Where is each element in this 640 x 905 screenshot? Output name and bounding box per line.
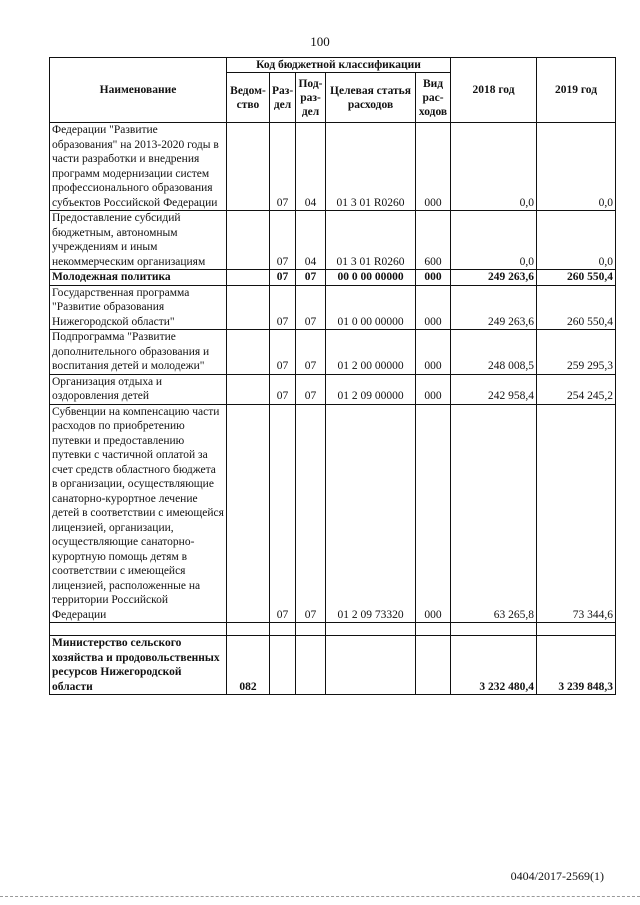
row-razdel: 07 — [270, 404, 296, 623]
row-podrazdel: 07 — [296, 270, 326, 286]
row-vedomstvo — [227, 270, 270, 286]
table-row — [50, 636, 616, 695]
row-name: Предоставление субсидий бюджетным, автономным учреждениям и иным некоммерческим организациям — [50, 211, 227, 270]
spacer-cell — [537, 623, 616, 636]
row-vedomstvo — [227, 123, 270, 211]
row-vid-rashodov: 000 — [416, 123, 451, 211]
row-vid-rashodov: 000 — [416, 374, 451, 404]
row-celevaya-statya: 01 2 09 00000 — [326, 374, 416, 404]
row-celevaya-statya: 00 0 00 00000 — [326, 270, 416, 286]
row-razdel: 07 — [270, 285, 296, 330]
row-amount-2019: 0,0 — [537, 123, 616, 211]
header-vedomstvo: Ведом-ство — [227, 73, 270, 123]
row-celevaya-statya: 01 3 01 R0260 — [326, 211, 416, 270]
table-row — [50, 270, 616, 286]
row-amount-2019: 260 550,4 — [537, 270, 616, 286]
row-amount-2019: 3 239 848,3 — [537, 636, 616, 695]
spacer-cell — [416, 623, 451, 636]
spacer-row — [50, 623, 616, 636]
header-2018: 2018 год — [451, 58, 537, 123]
row-podrazdel: 07 — [296, 374, 326, 404]
row-podrazdel: 07 — [296, 285, 326, 330]
row-name: Государственная программа "Развитие образования Нижегородской области" — [50, 285, 227, 330]
row-name: Министерство сельского хозяйства и продовольственных ресурсов Нижегородской области — [50, 636, 227, 695]
row-razdel: 07 — [270, 330, 296, 375]
row-amount-2018: 242 958,4 — [451, 374, 537, 404]
row-podrazdel — [296, 636, 326, 695]
table-row — [50, 330, 616, 375]
row-celevaya-statya: 01 3 01 R0260 — [326, 123, 416, 211]
header-2019: 2019 год — [537, 58, 616, 123]
row-celevaya-statya: 01 2 09 73320 — [326, 404, 416, 623]
header-razdel: Раз-дел — [270, 73, 296, 123]
row-podrazdel: 04 — [296, 123, 326, 211]
row-amount-2018: 0,0 — [451, 123, 537, 211]
row-razdel: 07 — [270, 270, 296, 286]
row-amount-2018: 0,0 — [451, 211, 537, 270]
row-vid-rashodov: 000 — [416, 285, 451, 330]
row-vid-rashodov: 600 — [416, 211, 451, 270]
row-vedomstvo — [227, 330, 270, 375]
row-vedomstvo — [227, 404, 270, 623]
budget-table — [49, 57, 616, 695]
row-vid-rashodov: 000 — [416, 404, 451, 623]
row-name: Подпрограмма "Развитие дополнительного образования и воспитания детей и молодежи" — [50, 330, 227, 375]
row-vedomstvo — [227, 285, 270, 330]
spacer-cell — [451, 623, 537, 636]
header-celevaya-statya: Целевая статья расходов — [326, 73, 416, 123]
row-podrazdel: 07 — [296, 330, 326, 375]
row-amount-2018: 249 263,6 — [451, 270, 537, 286]
row-celevaya-statya: 01 0 00 00000 — [326, 285, 416, 330]
spacer-cell — [270, 623, 296, 636]
row-podrazdel: 07 — [296, 404, 326, 623]
row-name: Организация отдыха и оздоровления детей — [50, 374, 227, 404]
table-row — [50, 123, 616, 211]
spacer-cell — [227, 623, 270, 636]
spacer-cell — [326, 623, 416, 636]
table-row — [50, 285, 616, 330]
row-razdel — [270, 636, 296, 695]
row-amount-2019: 254 245,2 — [537, 374, 616, 404]
row-razdel: 07 — [270, 374, 296, 404]
header-podrazdel: Под-раз-дел — [296, 73, 326, 123]
row-celevaya-statya: 01 2 00 00000 — [326, 330, 416, 375]
bottom-divider — [0, 896, 640, 897]
row-name: Федерации "Развитие образования" на 2013-2020 годы в части разработки и внедрения программ модернизации систем профессионального образования субъектов Российской Федерации — [50, 123, 227, 211]
row-razdel: 07 — [270, 211, 296, 270]
row-vedomstvo — [227, 374, 270, 404]
table-row — [50, 374, 616, 404]
header-vid-rashodov: Вид рас-ходов — [416, 73, 451, 123]
row-celevaya-statya — [326, 636, 416, 695]
row-vid-rashodov: 000 — [416, 270, 451, 286]
row-amount-2018: 63 265,8 — [451, 404, 537, 623]
row-amount-2018: 248 008,5 — [451, 330, 537, 375]
row-amount-2019: 73 344,6 — [537, 404, 616, 623]
spacer-cell — [50, 623, 227, 636]
row-amount-2018: 249 263,6 — [451, 285, 537, 330]
row-name: Субвенции на компенсацию части расходов по приобретению путевки и предоставлению путевки с частичной оплатой за счет средств областного бюджета в организации, осуществляющие санаторно-курортное лечение детей в соответствии с имеющейся лицензией, организации, осуществляющие санаторно-курортную помощь детям в соответствии с имеющейся лицензией, расположенные на территории Российской Федерации — [50, 404, 227, 623]
row-amount-2018: 3 232 480,4 — [451, 636, 537, 695]
page-number: 100 — [310, 34, 330, 49]
row-podrazdel: 04 — [296, 211, 326, 270]
row-name: Молодежная политика — [50, 270, 227, 286]
header-classification-group: Код бюджетной классификации — [227, 58, 451, 73]
spacer-cell — [296, 623, 326, 636]
row-vedomstvo: 082 — [227, 636, 270, 695]
header-name: Наименование — [50, 58, 227, 123]
table-row — [50, 404, 616, 623]
row-amount-2019: 0,0 — [537, 211, 616, 270]
row-vid-rashodov: 000 — [416, 330, 451, 375]
row-razdel: 07 — [270, 123, 296, 211]
row-amount-2019: 259 295,3 — [537, 330, 616, 375]
table-body — [50, 123, 616, 695]
row-amount-2019: 260 550,4 — [537, 285, 616, 330]
row-vid-rashodov — [416, 636, 451, 695]
table-row — [50, 211, 616, 270]
row-vedomstvo — [227, 211, 270, 270]
document-code: 0404/2017-2569(1) — [510, 869, 604, 883]
